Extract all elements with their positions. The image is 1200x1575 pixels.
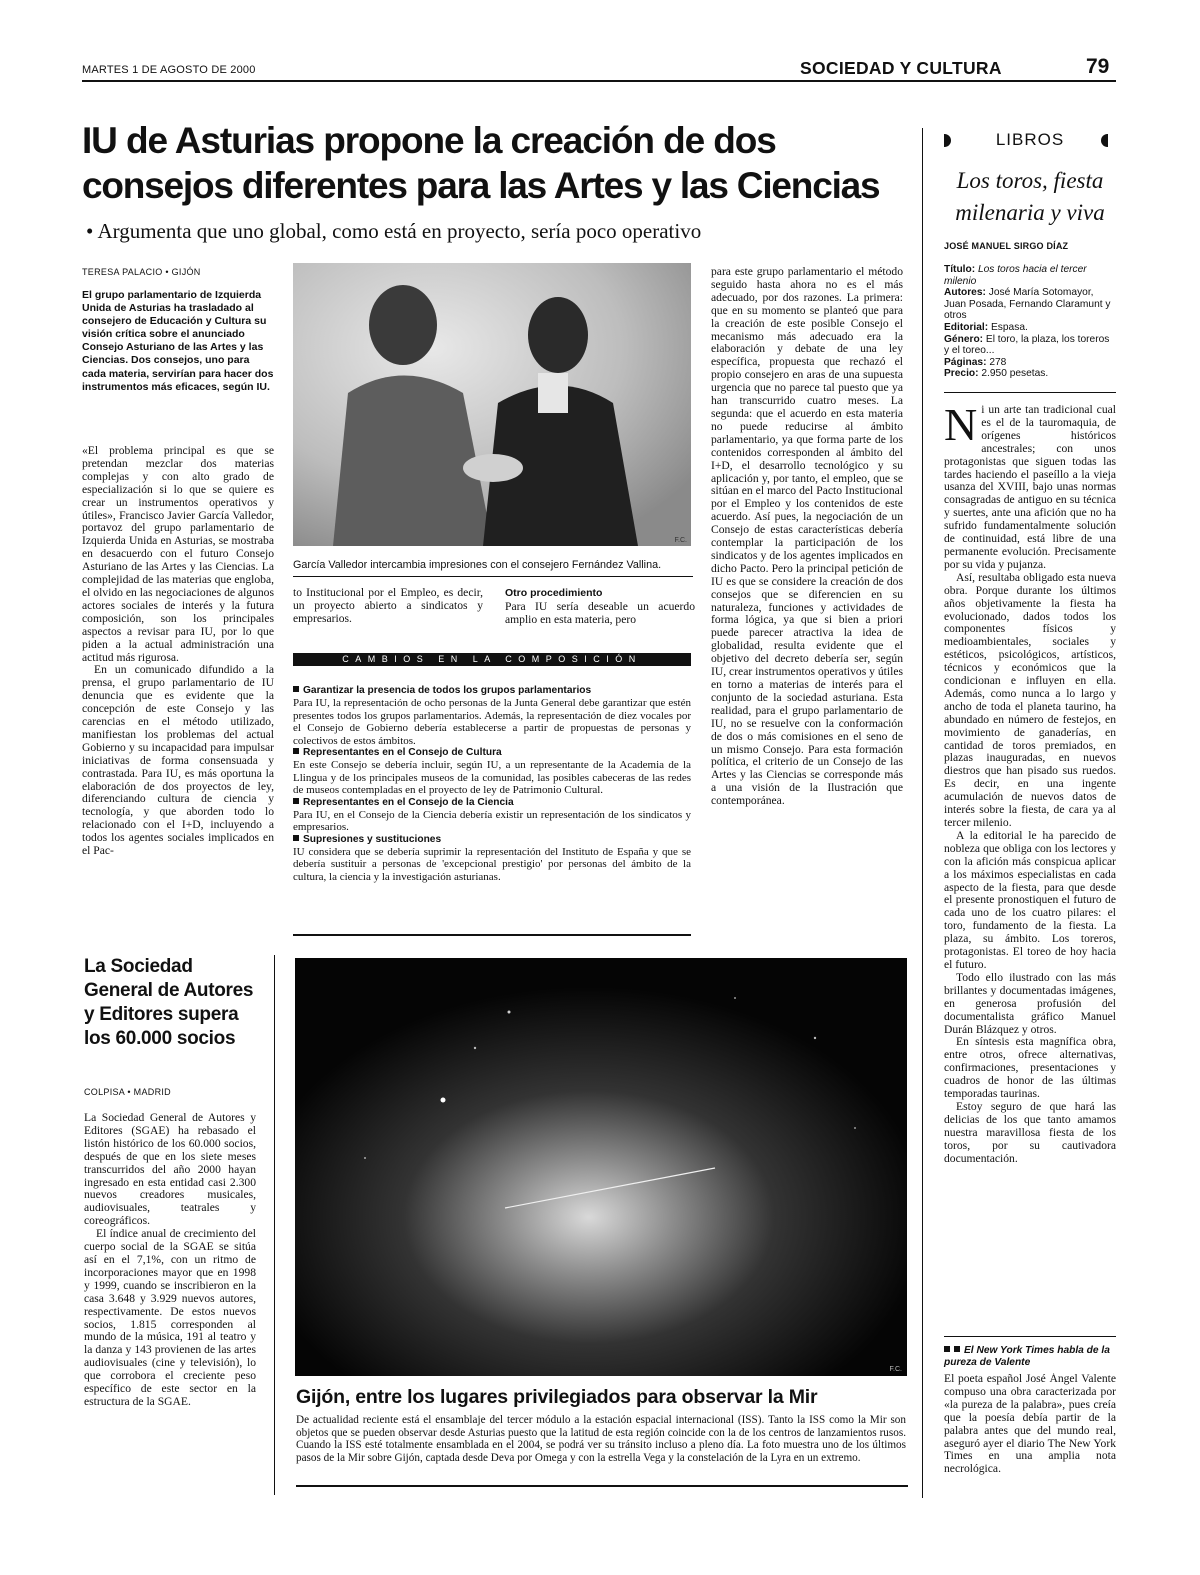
books-specs-rule [944, 392, 1116, 393]
composition-item-text: Para IU, la representación de ocho personas de la Junta General debe garantizar que estén presentes todos los grupos parlamentarios. Además, la representación de diez vocales por el Consejo de Gobierno debería establecerse a partir de propuestas de personas y colectivos de estos ámbitos. [293, 697, 691, 747]
composition-item [293, 685, 691, 747]
books-spec-label: Título: [944, 264, 976, 275]
books-specs [944, 264, 1116, 380]
half-circle-right-icon [1101, 134, 1108, 147]
composition-item-text: En este Consejo se debería incluir, según IU, a un representante de la Academia de la Llingua y de los principales museos de la comunidad, las posibles cabeceras de las redes de museos contempladas en el proyecto de ley de Patrimonio Cultural. [293, 759, 691, 796]
column-separator-right [922, 128, 923, 1498]
books-paragraph-4: Todo ello ilustrado con las más brillantes y documentadas imágenes, en generosa profusión del documentalista gráfico Manuel Durán Blázquez y otros. [944, 970, 1116, 1036]
bullet-square-icon [293, 835, 299, 841]
books-spec-row [944, 264, 1116, 287]
main-col1 [82, 445, 274, 933]
photo-valledor-vallina [293, 263, 691, 546]
books-spec-value: El toro, la plaza, los toreros y el toreo... [944, 333, 1110, 357]
books-spec-label: Género: [944, 333, 984, 345]
mir-body: De actualidad reciente está el ensamblaje del tercer módulo a la estación espacial internacional (ISS). Tanto la ISS como la Mir son objetos que se pueden observar desde Asturias puesto que la latitud de esta región coincide con la de los centros de lanzamientos rusos. Cuando la ISS esté totalmente ensamblada en el 2004, se podrá ver su tránsito incluso a pleno día. La foto muestra uno de los últimos pasos de la Mir sobre Gijón, captada desde Deva por Omega y con la estrella Vega y la constelación de la Lyra en un extremo. [296, 1414, 906, 1464]
sgae-body [84, 1112, 256, 1498]
main-headline-line-2: consejos diferentes para las Artes y las Ciencias [82, 165, 880, 206]
main-col1-paragraph-1: «El problema principal es que se pretendan mezclar dos materias complejas y con alto grado de especialización si lo que se quiere es crear un instrumentos operativos y útiles», Francisco Javier García Valledor, portavoz del grupo parlamentario de Izquierda Unida en Asturias, se mostraba en desacuerdo con el futuro Consejo Asturiano de las Artes y las Ciencias. La complejidad de las materias que engloba, el olvido en las negociaciones de algunos actores sociales de interés y la futura composición, son los principales aspectos a revisar para IU, por lo que piden a la actual administración una actitud más rigurosa. [82, 445, 274, 664]
composition-item-heading-text: Representantes en el Consejo de Cultura [303, 747, 502, 758]
composition-box-title: CAMBIOS EN LA COMPOSICIÓN [342, 654, 642, 664]
books-paragraph-3: A la editorial le ha parecido de nobleza que obliga con los lectores y con la afición más conspicua aplicar a los máximos especialistas en cada aspecto de la fiesta, para que desde el presente pronostiquen el futuro de cada uno de los cuatro pilares: el toro, fundamento de la fiesta. La plaza, su ámbito. Los toreros, protagonistas. El toreo de hoy hacia el futuro. [944, 828, 1116, 971]
page-date: MARTES 1 DE AGOSTO DE 2000 [82, 64, 256, 76]
bullet-square-icon [944, 1346, 950, 1352]
books-title-line-2: milenaria y viva [955, 200, 1105, 225]
composition-item-heading-text: Garantizar la presencia de todos los grupos parlamentarios [303, 685, 592, 696]
main-subhead: • Argumenta que uno global, como está en proyecto, sería poco operativo [86, 219, 702, 243]
main-byline: TERESA PALACIO • GIJÓN [82, 267, 201, 277]
photo-valledor-vallina-image [293, 263, 691, 546]
sgae-byline: COLPISA • MADRID [84, 1087, 171, 1097]
books-spec-value: Espasa. [991, 321, 1028, 333]
books-spec-row [944, 368, 1116, 380]
bullet-square-icon [293, 748, 299, 754]
photo-mir-night-sky-image [295, 958, 907, 1376]
composition-box-title-bar [293, 653, 691, 666]
photo-mir-credit: F.C. [889, 1366, 902, 1373]
books-spec-value: José María Sotomayor, Juan Posada, Fernando Claramunt y otros [944, 287, 1111, 322]
composition-item-heading [293, 834, 691, 846]
bullet-square-icon [954, 1346, 960, 1352]
composition-item [293, 797, 691, 834]
nyt-body: El poeta español José Ángel Valente compuso una obra caracterizada por «la pureza de la palabra», pues creía que la poesía debía partir de la palabra antes que del mundo real, aseguró ayer el diario The New York Times en una amplia nota necrológica. [944, 1373, 1116, 1476]
books-paragraph-1-text: i un arte tan tradicional cual es el de la tauromaquia, de orígenes históricos ancestrales; con unos protagonistas que siguen todas las tardes haciendo el paseíllo a la vieja usanza del XVIII, bajo unas normas consagradas de antiguo en su técnica y suertes, ante una afición que no ha sufrido fundamentalmente solución de continuidad, está libre de una permanente evolución. Precisamente por su vida y pujanza. [944, 404, 1116, 571]
col3-subhead: Otro procedimiento [505, 587, 603, 599]
main-col3-text: Para IU sería deseable un acuerdo amplio en esta materia, pero [505, 601, 695, 626]
composition-item-heading-text: Representantes en el Consejo de la Ciencia [303, 796, 514, 808]
books-paragraph-2: Así, resultaba obligado esta nueva obra. Porque durante los últimos años objetivamente la fiesta ha evolucionado, dados todos los componentes físicos y medioambientales, sociales y estéticos, psicológicos, artísticos, técnicos y económicos que la condicionan e influyen en ella. Además, como nunca a lo largo y ancho de toda el planeta taurino, ha abundado en número de festejos, en movimiento de ganaderías, en cantidad de toros premiados, en plazas inauguradas, en nuevos diestros que han pisado sus ruedos. Es decir, en una ingente acumulación de nuevos datos de interés sobre la fiesta, de cara ya al tercer milenio. [944, 570, 1116, 829]
books-review-body [944, 404, 1116, 1310]
books-title-line-1: Los toros, fiesta [956, 168, 1104, 193]
composition-item-heading [293, 797, 691, 809]
sgae-paragraph-1: La Sociedad General de Autores y Editores (SGAE) ha rebasado el listón histórico de los 60.000 socios, después de que en los siete meses transcurridos del año 2000 hayan ingresado en esta entidad casi 2.300 nuevos creadores musicales, audiovisuales, teatrales y coreográficos. [84, 1112, 256, 1228]
photo-mir-night-sky [295, 958, 907, 1376]
books-spec-label: Autores: [944, 287, 986, 299]
composition-item [293, 747, 691, 797]
composition-box-items [293, 685, 691, 883]
books-paragraph-6: Estoy seguro de que hará las delicias de los que tanto amamos nuestra maravillosa fiesta de los toros, por su cautivadora documentación. [944, 1099, 1116, 1165]
caption-rule [293, 576, 693, 577]
nyt-headline [944, 1345, 1116, 1369]
books-spec-row [944, 357, 1116, 369]
photo-1-credit: F.C. [674, 537, 687, 544]
books-spec-row [944, 287, 1116, 322]
main-col2-continuation: to Institucional por el Empleo, es decir, un proyecto abierto a sindicatos y empresarios. [293, 587, 483, 625]
main-headline-line-1: IU de Asturias propone la creación de dos [82, 120, 776, 161]
main-col4: para este grupo parlamentario el método seguido hasta ahora no es el más adecuado, por dos razones. La primera: que en su momento se planteó que para la creación de este posible Consejo el mecanismo más adecuado era la elaboración y debate de una ley específica, propuesta que rechazó el propio consejero en aras de una supuesta urgencia que no parece tal puesto que ya han transcurrido cuatro meses. La segunda: que el acuerdo en esta materia no puede reducirse al ámbito parlamentario, ya que forma parte de los contenidos corresponden al ámbito del I+D, el desarrollo tecnológico y su aplicación y, por tanto, el empleo, que se sitúan en el marco del Pacto Institucional por el Empleo y los contenidos de este acuerdo. Así pues, la negociación de un Consejo de estas características debería contemplar la participación de los sindicatos y de los agentes implicados en dicho Pacto. Pero la principal petición de IU es que se considere la creación de dos consejos que se diferencien en su naturaleza, funciones y actividades de forma lógica, ya que si bien a priori puede parecer atractiva la idea de globalidad, resulta evidente que el objetivo del decreto debería ser, según IU, crear instrumentos operativos y útiles en torno a materias de interés para el conjunto de la sociedad asturiana. Esta realidad, para el grupo parlamentario de IU, no se resuelve con la conformación de dos o más comisiones en el seno de un mismo Consejo. Para esta formación política, el criterio de un Consejo de las Artes y las Ciencias se corresponde más a una visión de la Ilustración que contemporánea. [711, 266, 903, 808]
composition-item-heading [293, 747, 691, 759]
main-lede: El grupo parlamentario de Izquierda Unida de Asturias ha trasladado al consejero de Educación y Cultura su visión crítica sobre el anunciado Consejo Asturiano de las Artes y las Ciencias. Dos consejos, uno para cada materia, servirían para hacer dos instrumentos más eficaces, según IU. [82, 289, 274, 393]
books-spec-value: 278 [989, 356, 1007, 368]
books-paragraph-5: En síntesis esta magnífica obra, entre otros, ofrece alternativas, confirmaciones, presentaciones y cuadros de honor de las últimas temporadas taurinas. [944, 1035, 1116, 1101]
composition-item-text: Para IU, en el Consejo de la Ciencia debería existir un representación de los sindicatos y empresarios. [293, 808, 691, 833]
composition-box [293, 653, 691, 928]
photo-1-caption: García Valledor intercambia impresiones con el consejero Fernández Vallina. [293, 559, 662, 571]
sgae-headline: La Sociedad General de Autores y Editores supera los 60.000 socios [84, 956, 254, 1049]
composition-item [293, 834, 691, 884]
main-col1-paragraph-2: En un comunicado difundido a la prensa, el grupo parlamentario de IU denuncia que es evidente que la concepción de este Consejo y las carencias en el método utilizado, manifiestan los problemas del actual Gobierno y su incapacidad para impulsar iniciativas de forma consensuada y contrastada. Para IU, es más oportuna la elaboración de dos proyectos de ley, diferenciando cultura de ciencia y tecnología, y que aborden todo lo relacionado con el I+D, incluyendo a todos los agentes sociales implicados en el Pac- [82, 663, 274, 858]
composition-box-bottom-rule [293, 934, 691, 936]
books-spec-value: 2.950 pesetas. [981, 368, 1049, 380]
bullet-square-icon [293, 798, 299, 804]
composition-item-heading-text: Supresiones y sustituciones [303, 833, 442, 845]
books-spec-row [944, 322, 1116, 334]
books-spec-label: Páginas: [944, 356, 987, 368]
nyt-top-rule [944, 1336, 1116, 1337]
composition-item-heading [293, 685, 691, 697]
books-dropcap: N [944, 404, 978, 450]
page-number: 79 [1086, 55, 1110, 78]
books-spec-label: Precio: [944, 368, 979, 380]
mir-bottom-rule [296, 1485, 908, 1487]
books-spec-row [944, 334, 1116, 357]
books-section-label-bar [944, 130, 1116, 152]
mir-headline: Gijón, entre los lugares privilegiados para observar la Mir [296, 1386, 818, 1408]
books-author: JOSÉ MANUEL SIRGO DÍAZ [944, 241, 1069, 251]
books-spec-label: Editorial: [944, 321, 989, 333]
section-title: SOCIEDAD Y CULTURA [800, 58, 1002, 78]
sgae-separator [274, 955, 275, 1495]
nyt-headline-text: El New York Times habla de la pureza de Valente [944, 1345, 1110, 1368]
books-spec-value: Los toros hacia el tercer milenio [944, 264, 1087, 287]
sgae-paragraph-2: El índice anual de crecimiento del cuerpo social de la SGAE se sitúa así en el 7,1%, con un ritmo de incorporaciones mayor que en 1998 y 1999, cuando se inscribieron en la casa 3.648 y 3.929 nuevos autores, respectivamente. De estos nuevos socios, 1.815 corresponden al mundo de la música, 191 al teatro y la danza y 143 provienen de las artes audiovisuales (cine y televisión), lo que corrobora el creciente peso específico de este sector en la estructura de la SGAE. [84, 1227, 256, 1408]
books-paragraph-1 [944, 404, 1116, 572]
header-rule [82, 80, 1116, 82]
composition-item-text: IU considera que se debería suprimir la representación del Instituto de España y que se debería sustituir a personas de 'excepcional prestigio' por personas del ámbito de la cultura, la ciencia y la investigación asturianas. [293, 845, 691, 883]
bullet-square-icon [293, 686, 299, 692]
books-section-label: LIBROS [995, 130, 1065, 149]
